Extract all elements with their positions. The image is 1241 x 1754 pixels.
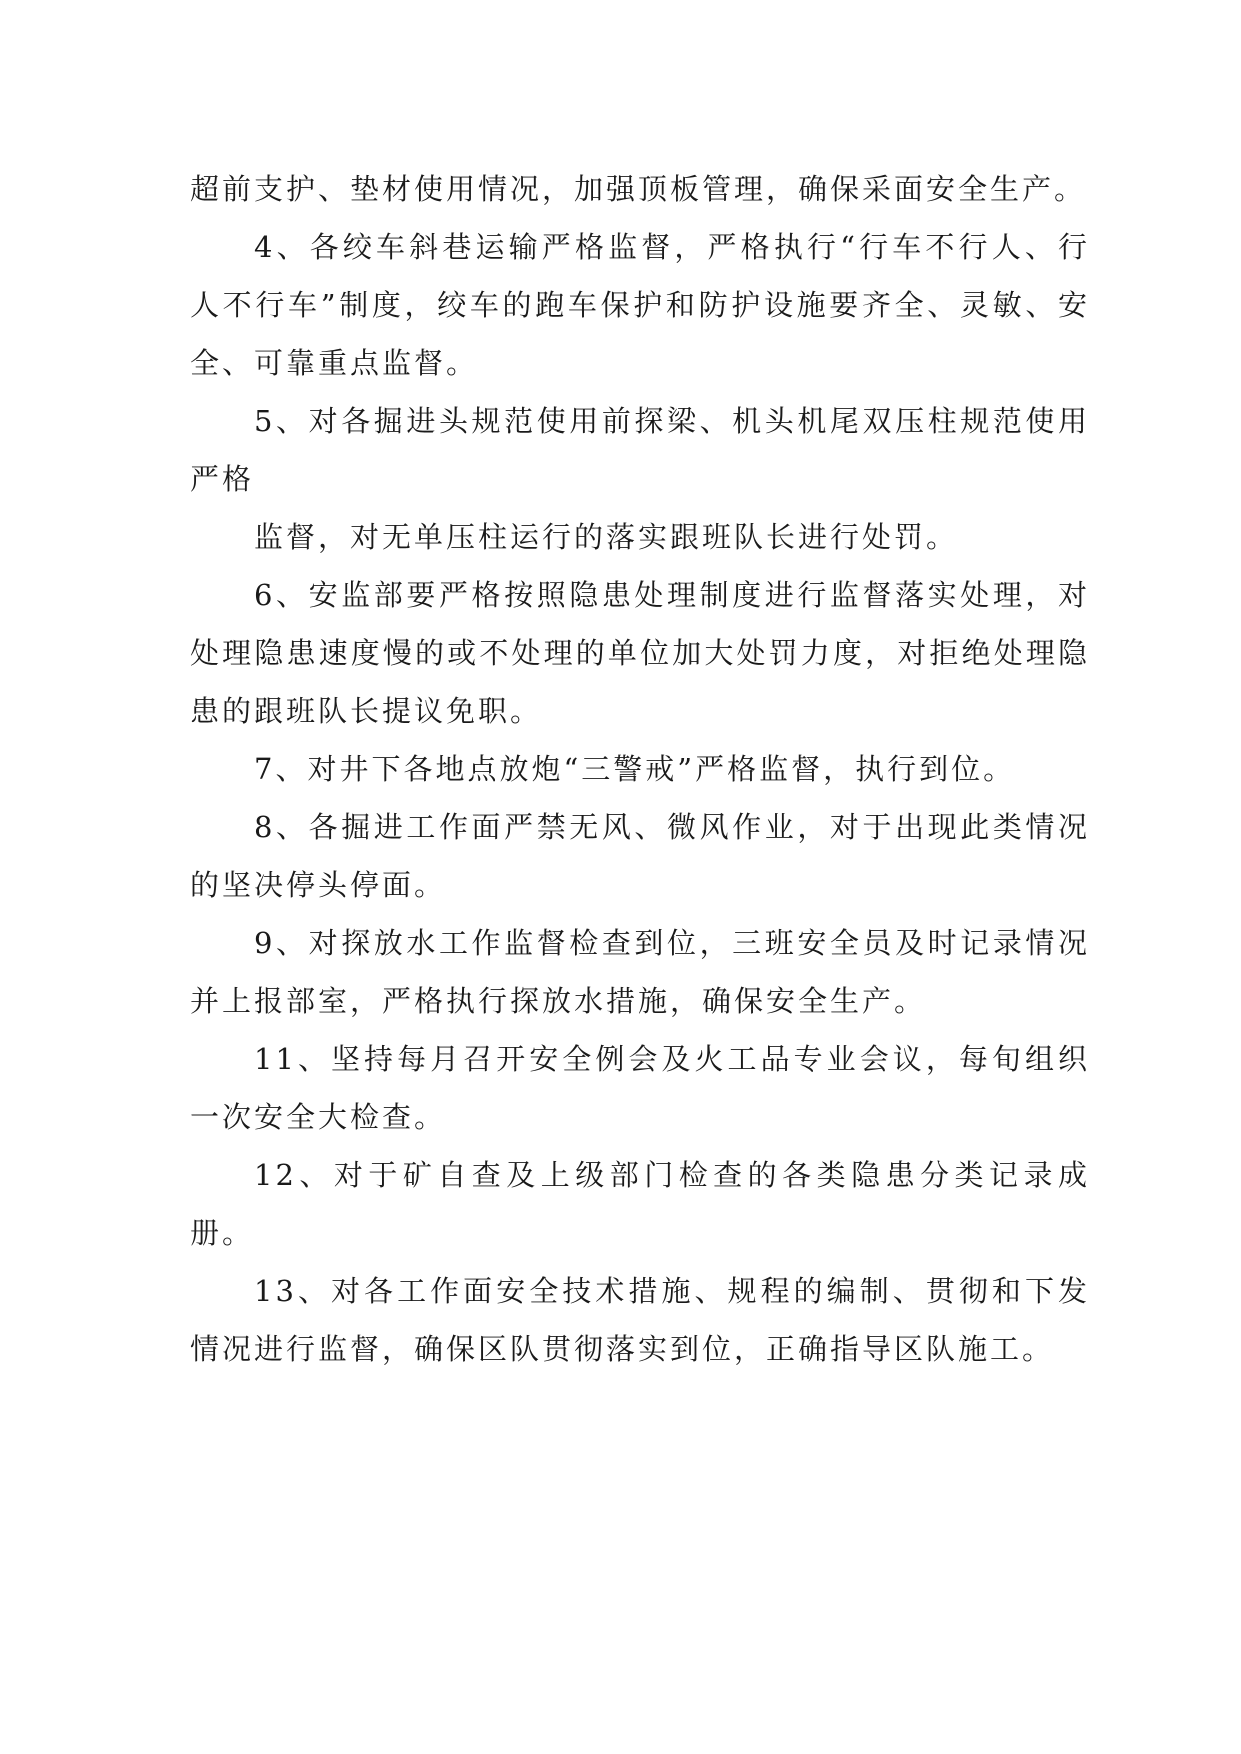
paragraph-2: 4、各绞车斜巷运输严格监督，严格执行“行车不行人、行人不行车”制度，绞车的跑车保护和防护设施要齐全、灵敏、安全、可靠重点监督。	[190, 230, 1090, 380]
paragraph-6: 7、对井下各地点放炮“三警戒”严格监督，执行到位。	[254, 752, 1016, 786]
paragraph-10: 12、对于矿自查及上级部门检查的各类隐患分类记录成册。	[190, 1158, 1090, 1250]
paragraph-3: 5、对各掘进头规范使用前探梁、机头机尾双压柱规范使用严格	[190, 404, 1090, 496]
document-body	[190, 160, 1090, 1378]
paragraph-1: 超前支护、垫材使用情况，加强顶板管理，确保采面安全生产。	[190, 172, 1087, 206]
paragraph-8: 9、对探放水工作监督检查到位，三班安全员及时记录情况并上报部室，严格执行探放水措施，确保安全生产。	[190, 926, 1090, 1018]
paragraph-9: 11、坚持每月召开安全例会及火工品专业会议，每旬组织一次安全大检查。	[190, 1042, 1090, 1134]
paragraph-11: 13、对各工作面安全技术措施、规程的编制、贯彻和下发情况进行监督，确保区队贯彻落实到位，正确指导区队施工。	[190, 1274, 1090, 1366]
paragraph-4: 监督，对无单压柱运行的落实跟班队长进行处罚。	[254, 520, 959, 554]
paragraph-5: 6、安监部要严格按照隐患处理制度进行监督落实处理，对处理隐患速度慢的或不处理的单位加大处罚力度，对拒绝处理隐患的跟班队长提议免职。	[190, 578, 1090, 728]
paragraph-7: 8、各掘进工作面严禁无风、微风作业，对于出现此类情况的坚决停头停面。	[190, 810, 1090, 902]
